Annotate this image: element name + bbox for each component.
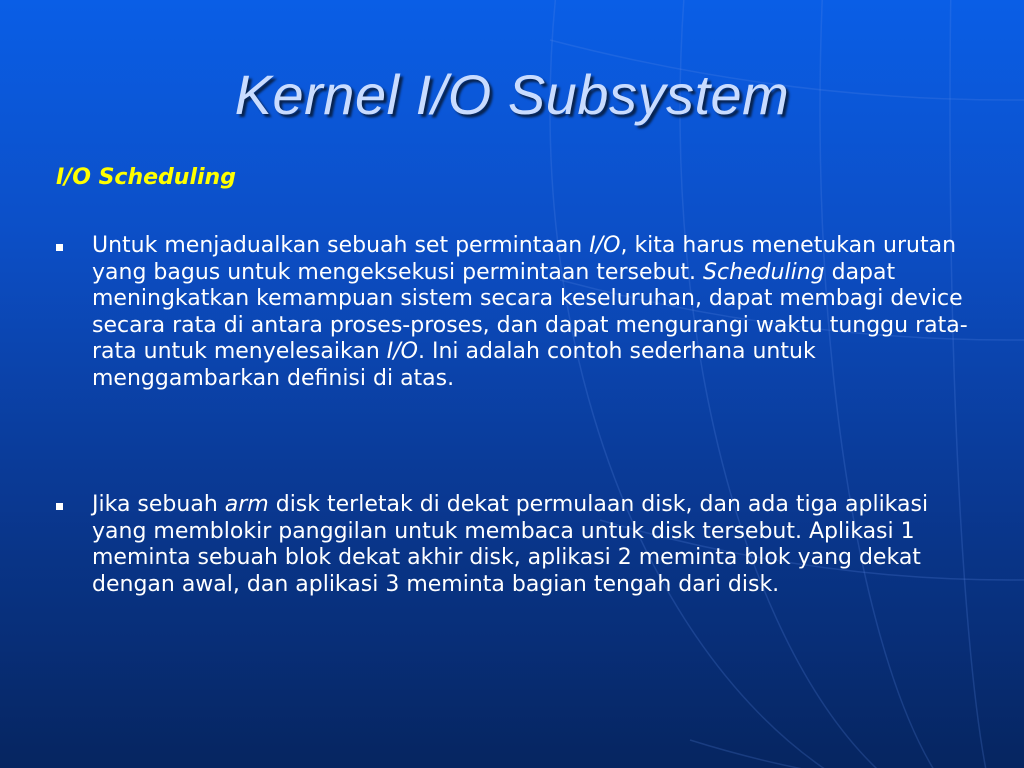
slide-title: Kernel I/O Subsystem [234, 63, 790, 126]
bullet-square-icon [56, 244, 63, 251]
italic-term: I/O [386, 339, 418, 364]
bullet-item-1 [56, 233, 976, 392]
text-run: . Ini adalah contoh sederhana untuk menggambarkan definisi di atas. [92, 339, 816, 391]
text-run: Untuk menjadualkan sebuah set permintaan [92, 233, 590, 258]
section-subtitle: I/O Scheduling [56, 165, 236, 190]
text-run: disk terletak di dekat permulaan disk, dan ada tiga aplikasi yang memblokir panggilan untuk membaca untuk disk tersebut. Aplikasi 1 meminta sebuah blok dekat akhir disk, aplikasi 2 meminta blok yang dekat dengan awal, dan aplikasi 3 meminta bagian tengah dari disk. [92, 492, 929, 597]
text-run: dapat meningkatkan kemampuan sistem secara keseluruhan, dapat membagi device secara rata di antara proses-proses, dan dapat mengurangi waktu tunggu rata-rata untuk menyelesaikan [92, 259, 968, 364]
bullet-text-2 [92, 492, 976, 598]
italic-term: Scheduling [703, 259, 825, 285]
bullet-item-2 [56, 492, 976, 598]
text-run: , kita harus menetukan urutan yang bagus untuk mengeksekusi permintaan tersebut. [92, 233, 957, 285]
bullet-text-1 [92, 233, 976, 392]
bullet-square-icon [56, 503, 63, 510]
italic-term: arm [224, 492, 269, 517]
text-run: Jika sebuah [92, 492, 225, 517]
italic-term: I/O [589, 233, 621, 258]
